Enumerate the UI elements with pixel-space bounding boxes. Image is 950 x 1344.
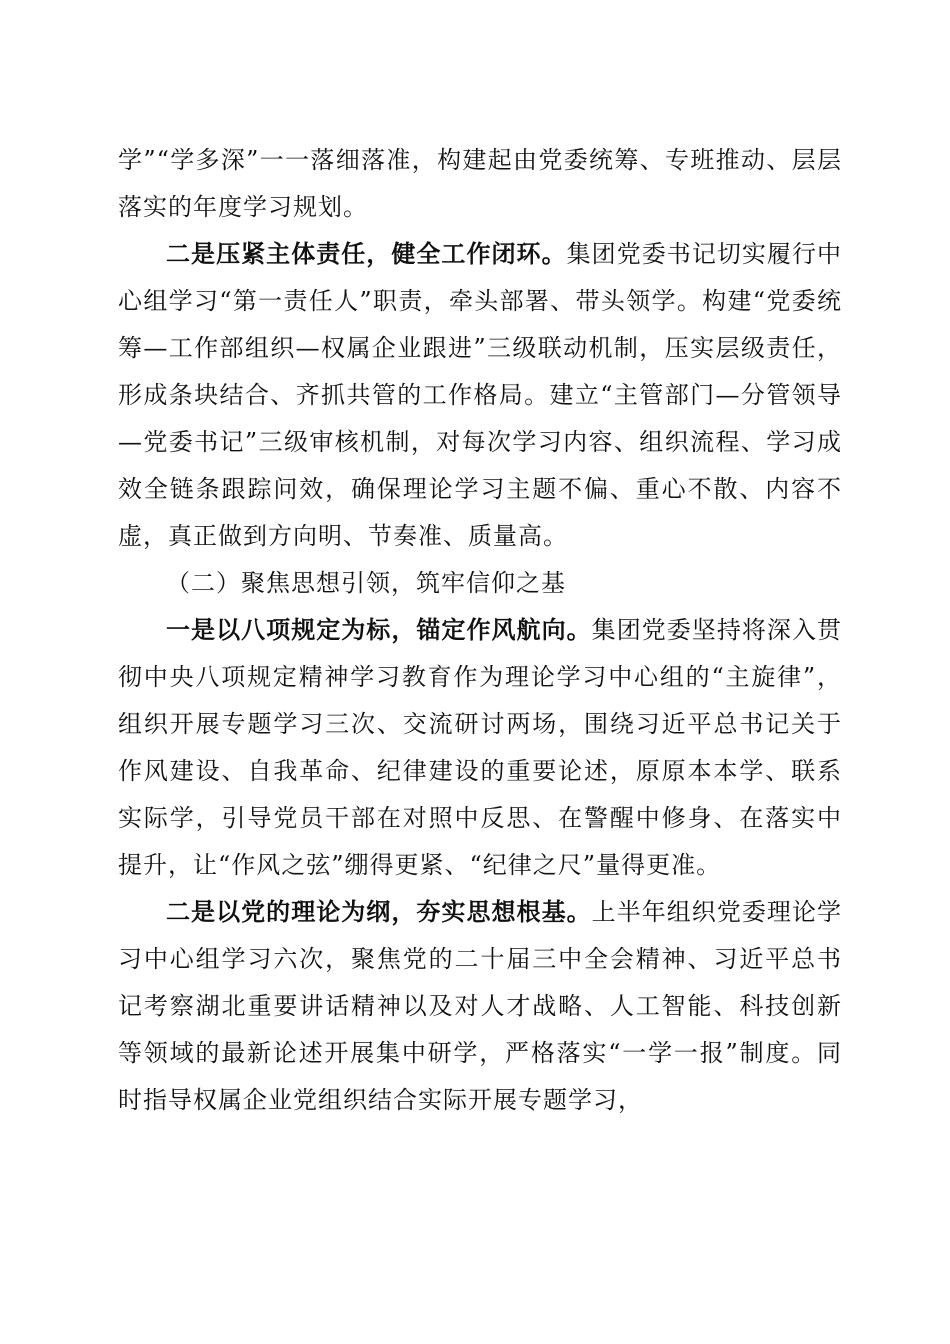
paragraph-eight-rules (118, 607, 842, 889)
paragraph-text: 集团党委书记切实履行中心组学习“第一责任人”职责，牵头部署、带头领学。构建“党委统筹—工作部组织—权属企业跟进”三级联动机制，压实层级责任，形成条块结合、齐抓共管的工作格局。建立“主管部门—分管领导—党委书记”三级审核机制，对每次学习内容、组织流程、学习成效全链条跟踪问效，确保理论学习主题不偏、重心不散、内容不虚，真正做到方向明、节奏准、质量高。 (118, 240, 843, 550)
paragraph-text: 集团党委坚持将深入贯彻中央八项规定精神学习教育作为理论学习中心组的“主旋律”，组织开展专题学习三次、交流研讨两场，围绕习近平总书记关于作风建设、自我革命、纪律建设的重要论述，原原本本学、联系实际学，引导党员干部在对照中反思、在警醒中修身、在落实中提升，让“作风之弦”绷得更紧、“纪律之尺”量得更准。 (118, 616, 843, 879)
document-body (118, 137, 842, 1124)
section-heading: （二）聚焦思想引领，筑牢信仰之基 (166, 569, 566, 597)
paragraph-lead: 一是以八项规定为标，锚定作风航向。 (166, 616, 592, 644)
paragraph-text: 学”“学多深”一一落细落准，构建起由党委统筹、专班推动、层层落实的年度学习规划。 (118, 146, 842, 221)
paragraph-continuation (118, 137, 842, 231)
paragraph-lead: 二是以党的理论为纲，夯实思想根基。 (166, 898, 592, 926)
paragraph-responsibility (118, 231, 842, 560)
paragraph-text: 上半年组织党委理论学习中心组学习六次，聚焦党的二十届三中全会精神、习近平总书记考察湖北重要讲话精神以及对人才战略、人工智能、科技创新等领域的最新论述开展集中研学，严格落实“一学一报”制度。同时指导权属企业党组织结合实际开展专题学习， (118, 898, 843, 1114)
paragraph-party-theory (118, 889, 842, 1124)
paragraph-lead: 二是压紧主体责任，健全工作闭环。 (166, 240, 567, 268)
